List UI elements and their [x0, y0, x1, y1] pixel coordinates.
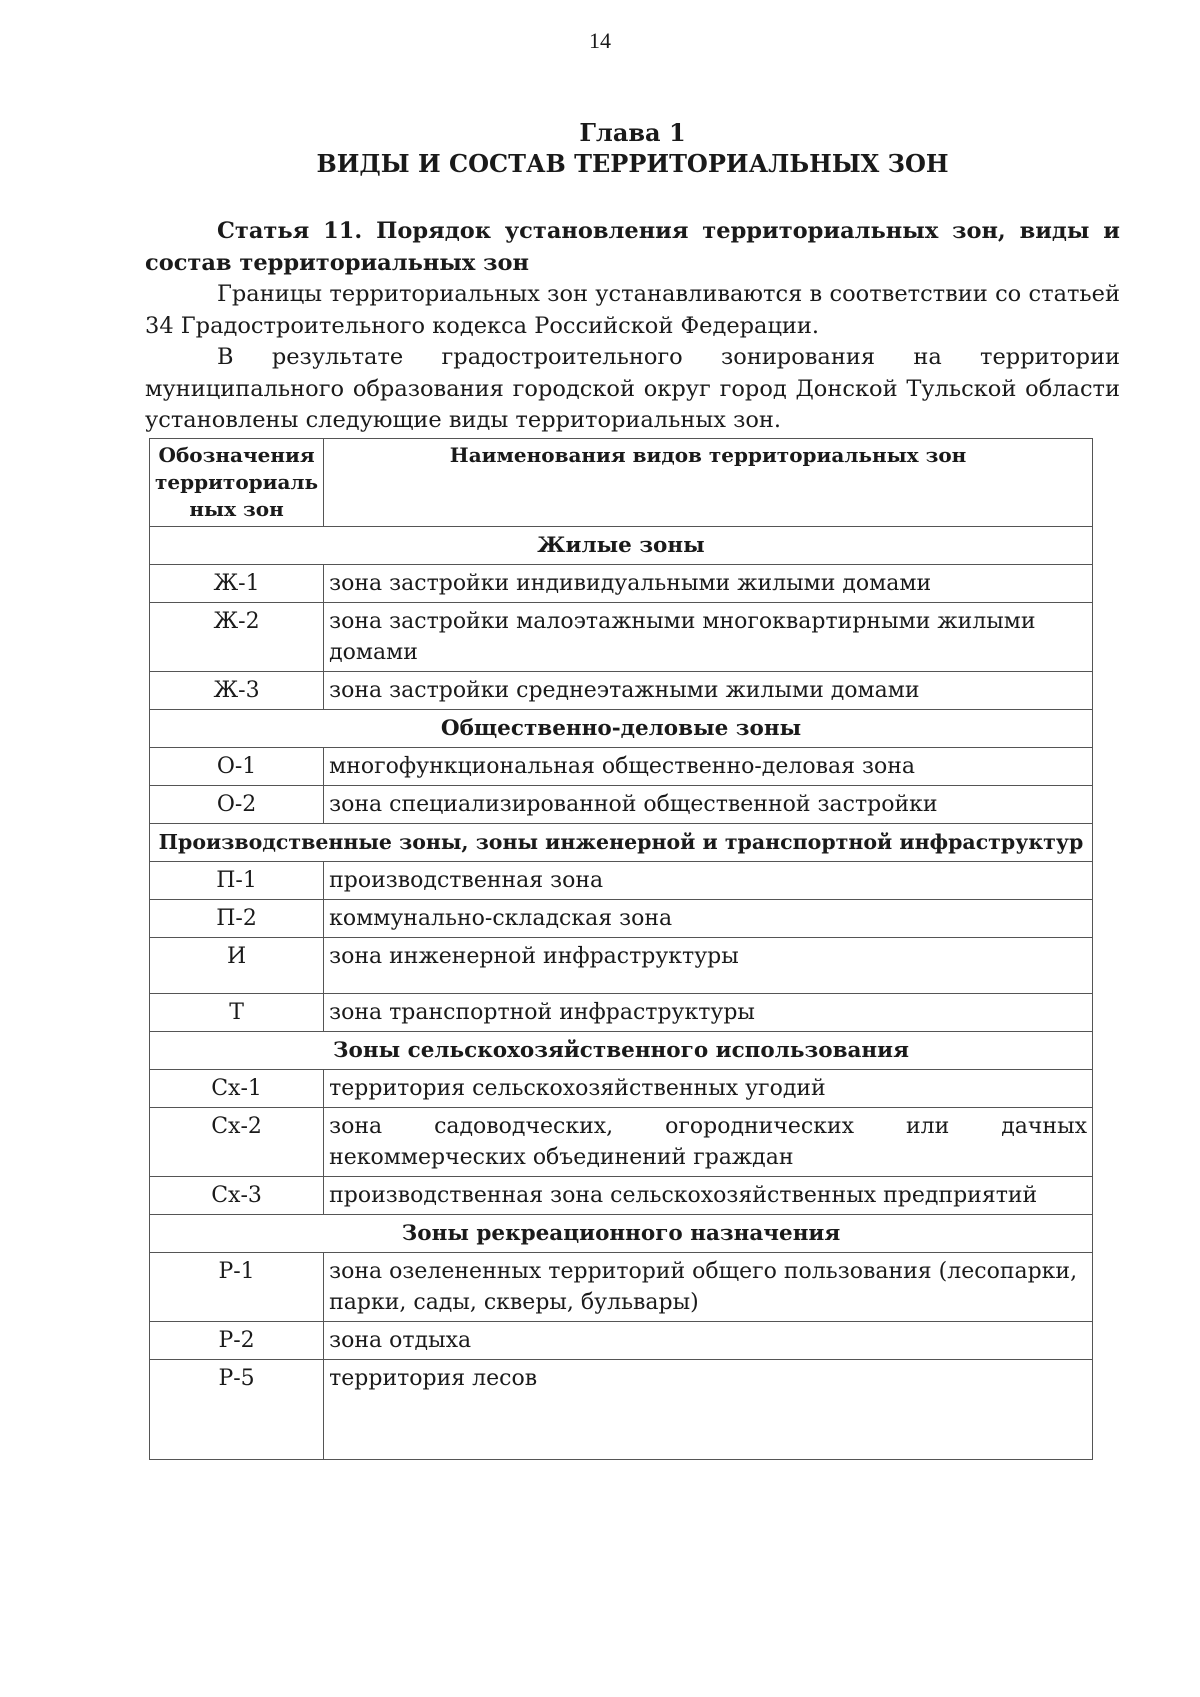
zone-name: территория лесов: [324, 1360, 1093, 1460]
zone-name: зона транспортной инфраструктуры: [324, 994, 1093, 1032]
article-paragraph-2: В результате градостроительного зонирования на территории муниципального образования городской округ город Донской Тульской области установлены следующие виды территориальных зон.: [145, 344, 1120, 433]
table-row: [150, 1360, 1093, 1460]
header-name: Наименования видов территориальных зон: [324, 439, 1093, 527]
group-title: Общественно-деловые зоны: [150, 710, 1093, 748]
zone-code: Ж-1: [150, 565, 324, 603]
zone-name: зона застройки среднеэтажными жилыми домами: [324, 672, 1093, 710]
zone-code: Сх-3: [150, 1177, 324, 1215]
zone-name: зона озелененных территорий общего пользования (лесопарки, парки, сады, скверы, бульвары): [324, 1253, 1093, 1322]
chapter-number: Глава 1: [579, 118, 686, 147]
zone-code: Т: [150, 994, 324, 1032]
zone-code: Сх-1: [150, 1070, 324, 1108]
zone-name: производственная зона: [324, 862, 1093, 900]
group-title: Зоны рекреационного назначения: [150, 1215, 1093, 1253]
group-row: [150, 527, 1093, 565]
zone-name: многофункциональная общественно-деловая зона: [324, 748, 1093, 786]
zone-name: зона застройки индивидуальными жилыми домами: [324, 565, 1093, 603]
zone-name: зона садоводческих, огороднических или дачных некоммерческих объединений граждан: [324, 1108, 1093, 1177]
zone-code: Р-5: [150, 1360, 324, 1460]
article-11: [145, 216, 1120, 437]
zone-code: Ж-3: [150, 672, 324, 710]
article-paragraph-1: Границы территориальных зон устанавливаются в соответствии со статьей 34 Градостроительного кодекса Российской Федерации.: [145, 281, 1120, 339]
zone-name: зона инженерной инфраструктуры: [324, 938, 1093, 994]
table-row: [150, 938, 1093, 994]
zone-code: О-1: [150, 748, 324, 786]
table-row: [150, 672, 1093, 710]
zones-table: [149, 438, 1093, 1460]
zone-code: Р-2: [150, 1322, 324, 1360]
group-title: Зоны сельскохозяйственного использования: [150, 1032, 1093, 1070]
zone-name: зона специализированной общественной застройки: [324, 786, 1093, 824]
table-row: [150, 1253, 1093, 1322]
group-row: [150, 710, 1093, 748]
zone-name: территория сельскохозяйственных угодий: [324, 1070, 1093, 1108]
table-row: [150, 994, 1093, 1032]
zone-code: И: [150, 938, 324, 994]
table-row: [150, 900, 1093, 938]
table-row: [150, 1070, 1093, 1108]
zone-name: производственная зона сельскохозяйственных предприятий: [324, 1177, 1093, 1215]
group-row: [150, 824, 1093, 862]
table-row: [150, 748, 1093, 786]
zone-code: Сх-2: [150, 1108, 324, 1177]
zone-name: коммунально-складская зона: [324, 900, 1093, 938]
zone-code: П-2: [150, 900, 324, 938]
group-row: [150, 1215, 1093, 1253]
zone-code: П-1: [150, 862, 324, 900]
table-row: [150, 786, 1093, 824]
table-row: [150, 1108, 1093, 1177]
table-row: [150, 862, 1093, 900]
zone-code: Р-1: [150, 1253, 324, 1322]
group-title: Жилые зоны: [150, 527, 1093, 565]
page-number: 14: [589, 28, 611, 53]
chapter-title: [145, 117, 1120, 179]
zone-code: О-2: [150, 786, 324, 824]
zone-name: зона застройки малоэтажными многоквартирными жилыми домами: [324, 603, 1093, 672]
group-title: Производственные зоны, зоны инженерной и транспортной инфраструктур: [150, 824, 1093, 862]
zone-code: Ж-2: [150, 603, 324, 672]
table-header-row: [150, 439, 1093, 527]
table-row: [150, 565, 1093, 603]
table-row: [150, 603, 1093, 672]
header-code: Обозначения территориаль ных зон: [150, 439, 324, 527]
table-row: [150, 1177, 1093, 1215]
zone-name: зона отдыха: [324, 1322, 1093, 1360]
article-heading: Статья 11. Порядок установления территориальных зон, виды и состав территориальных зон: [145, 218, 1120, 276]
table-row: [150, 1322, 1093, 1360]
group-row: [150, 1032, 1093, 1070]
chapter-name: ВИДЫ И СОСТАВ ТЕРРИТОРИАЛЬНЫХ ЗОН: [316, 149, 949, 178]
